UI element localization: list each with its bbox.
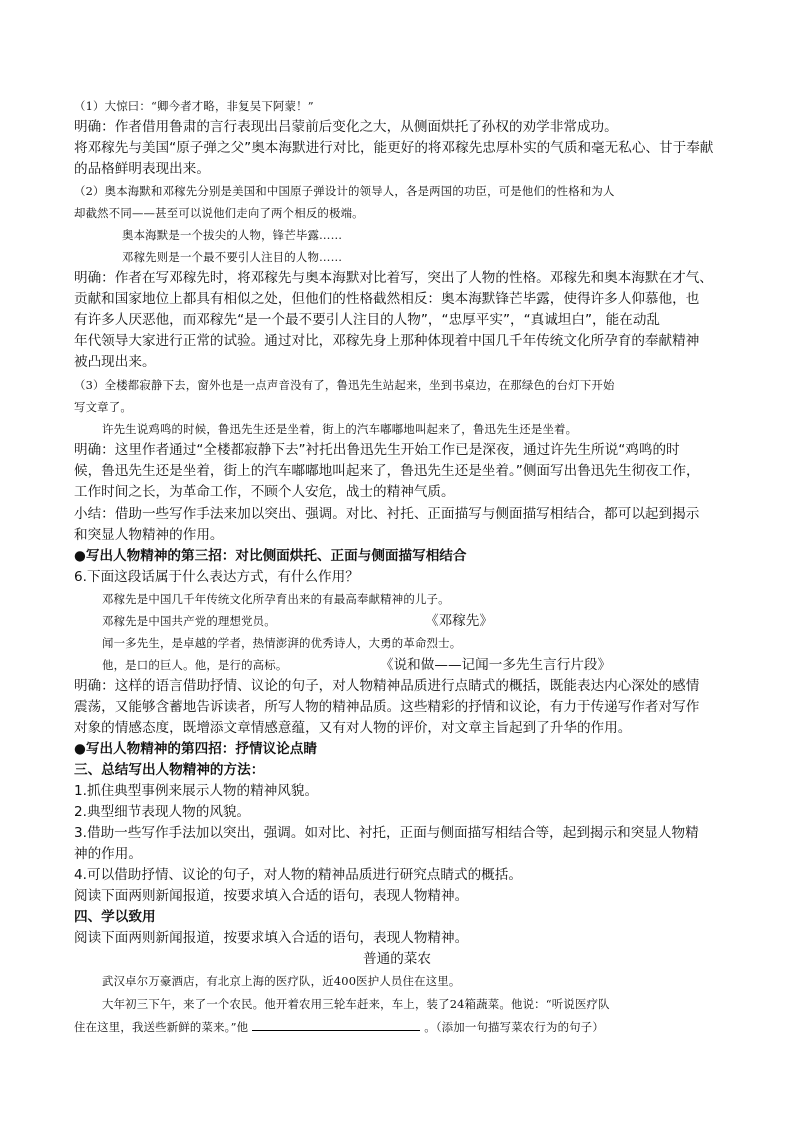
quote-item-2: （2）奥本海默和邓稼先分别是美国和中国原子弹设计的领导人，各是两国的功臣，可是他们的性格和为人 (74, 184, 615, 198)
summary-line: 和突显人物精神的作用。 (74, 527, 224, 543)
question-6: 6.下面这段话属于什么表达方式，有什么作用？ (74, 569, 359, 585)
instruction: 阅读下面两则新闻报道，按要求填入合适的语句，表现人物精神。 (74, 930, 469, 946)
answer-line: 被凸现出来。 (74, 354, 156, 370)
answer-line: 明确：作者借用鲁肃的言行表现出吕蒙前后变化之大，从侧面烘托了孙权的劝学非常成功。 (74, 119, 618, 135)
answer-line: 贡献和国家地位上都具有相似之处，但他们的性格截然相反：奥本海默锋芒毕露，使得许多人仰慕他，也 (74, 291, 700, 307)
answer-line: 震荡，又能够含蓄地告诉读者，所写人物的精神品质。这些精彩的抒情和议论，有力于传递写作者对写作 (74, 699, 700, 715)
quote-line: 他，是口的巨人。他，是行的高标。 (102, 658, 288, 672)
summary-line: 小结：借助一些写作手法来加以突出、强调。对比、衬托、正面描写与侧面描写相结合，都可以起到揭示 (74, 506, 700, 522)
method-item: 1.抓住典型事例来展示人物的精神风貌。 (74, 783, 319, 799)
answer-line: 明确：这里作者通过“全楼都寂静下去”衬托出鲁迅先生开始工作已是深夜，通过许先生所说“鸡鸣的时 (74, 442, 680, 458)
method-item: 神的作用。 (74, 846, 142, 862)
method-item: 2.典型细节表现人物的风貌。 (74, 804, 251, 820)
quote-line: 邓稼先是中国几千年传统文化所孕育出来的有最高奉献精神的儿子。 (102, 592, 450, 606)
quote-line: 邓稼先则是一个最不要引人注目的人物…… (122, 250, 343, 264)
quote-line: 写文章了。 (74, 400, 132, 414)
answer-line: 将邓稼先与美国“原子弹之父”奥本海默进行对比，能更好的将邓稼先忠厚朴实的气质和毫无私心、甘于奉献 (74, 140, 714, 156)
quote-line: 闻一多先生，是卓越的学者，热情澎湃的优秀诗人，大勇的革命烈士。 (102, 636, 462, 650)
quote-line: 许先生说鸡鸣的时候，鲁迅先生还是坐着，街上的汽车嘟嘟地叫起来了，鲁迅先生还是坐着。 (102, 422, 578, 436)
quote-line: 奥本海默是一个拔尖的人物，锋芒毕露…… (122, 228, 343, 242)
answer-line: 工作时间之长，为革命工作，不顾个人安危，战士的精神气质。 (74, 484, 455, 500)
article-line: 武汉卓尔万豪酒店，有北京上海的医疗队，近400医护人员住在这里。 (102, 974, 461, 988)
article-text: 住在这里，我送些新鲜的菜来。”他 (74, 1020, 249, 1034)
section-heading-4: 四、学以致用 (74, 909, 156, 925)
section-heading-3: 三、总结写出人物精神的方法： (74, 762, 265, 778)
method-item: 4.可以借助抒情、议论的句子，对人物的精神品质进行研究点睛式的概括。 (74, 867, 522, 883)
answer-line: 候，鲁迅先生还是坐着，街上的汽车嘟嘟地叫起来了，鲁迅先生还是坐着。”侧面写出鲁迅先生彻夜工作， (74, 463, 700, 479)
source-reference: 《邓稼先》 (425, 613, 493, 629)
answer-line: 有许多人厌恶他，而邓稼先“是一个最不要引人注目的人物”，“忠厚平实”，“真诚坦白”，能在动乱 (74, 312, 661, 328)
method-heading-3: ●写出人物精神的第三招：对比侧面烘托、正面与侧面描写相结合 (74, 548, 467, 564)
article-line (74, 1017, 604, 1038)
method-heading-4: ●写出人物精神的第四招：抒情议论点睛 (74, 741, 317, 757)
quote-line: 邓稼先是中国共产党的理想党员。 (102, 614, 276, 628)
answer-line: 明确：作者在写邓稼先时，将邓稼先与奥本海默对比着写，突出了人物的性格。邓稼先和奥本海默在才气、 (74, 270, 713, 286)
answer-line: 年代领导大家进行正常的试验。通过对比，邓稼先身上那种体现着中国几千年传统文化所孕育的奉献精神 (74, 333, 700, 349)
instruction: 阅读下面两则新闻报道，按要求填入合适的语句，表现人物精神。 (74, 888, 469, 904)
answer-line: 的品格鲜明表现出来。 (74, 161, 210, 177)
source-reference: 《说和做——记闻一多先生言行片段》 (380, 657, 612, 673)
article-text: 。（添加一句描写菜农行为的句子） (424, 1020, 604, 1034)
answer-line: 明确：这样的语言借助抒情、议论的句子，对人物精神品质进行点睛式的概括，既能表达内心深处的感情 (74, 678, 700, 694)
quote-item-1: （1）大惊曰：“卿今者才略，非复吴下阿蒙！” (74, 99, 314, 113)
method-item: 3.借助一些写作手法加以突出，强调。如对比、衬托，正面与侧面描写相结合等，起到揭示和突显人物精 (74, 825, 699, 841)
article-line: 大年初三下午，来了一个农民。他开着农用三轮车赶来，车上，装了24箱蔬菜。他说：“听说医疗队 (102, 997, 610, 1011)
article-title: 普通的菜农 (363, 951, 431, 967)
fill-in-blank[interactable] (252, 1018, 420, 1031)
quote-line: 却截然不同——甚至可以说他们走向了两个相反的极端。 (74, 206, 364, 220)
answer-line: 对象的情感态度，既增添文章情感意蕴，又有对人物的评价，对文章主旨起到了升华的作用。 (74, 720, 632, 736)
quote-item-3: （3）全楼都寂静下去，窗外也是一点声音没有了，鲁迅先生站起来，坐到书桌边，在那绿色的台灯下开始 (74, 378, 615, 392)
